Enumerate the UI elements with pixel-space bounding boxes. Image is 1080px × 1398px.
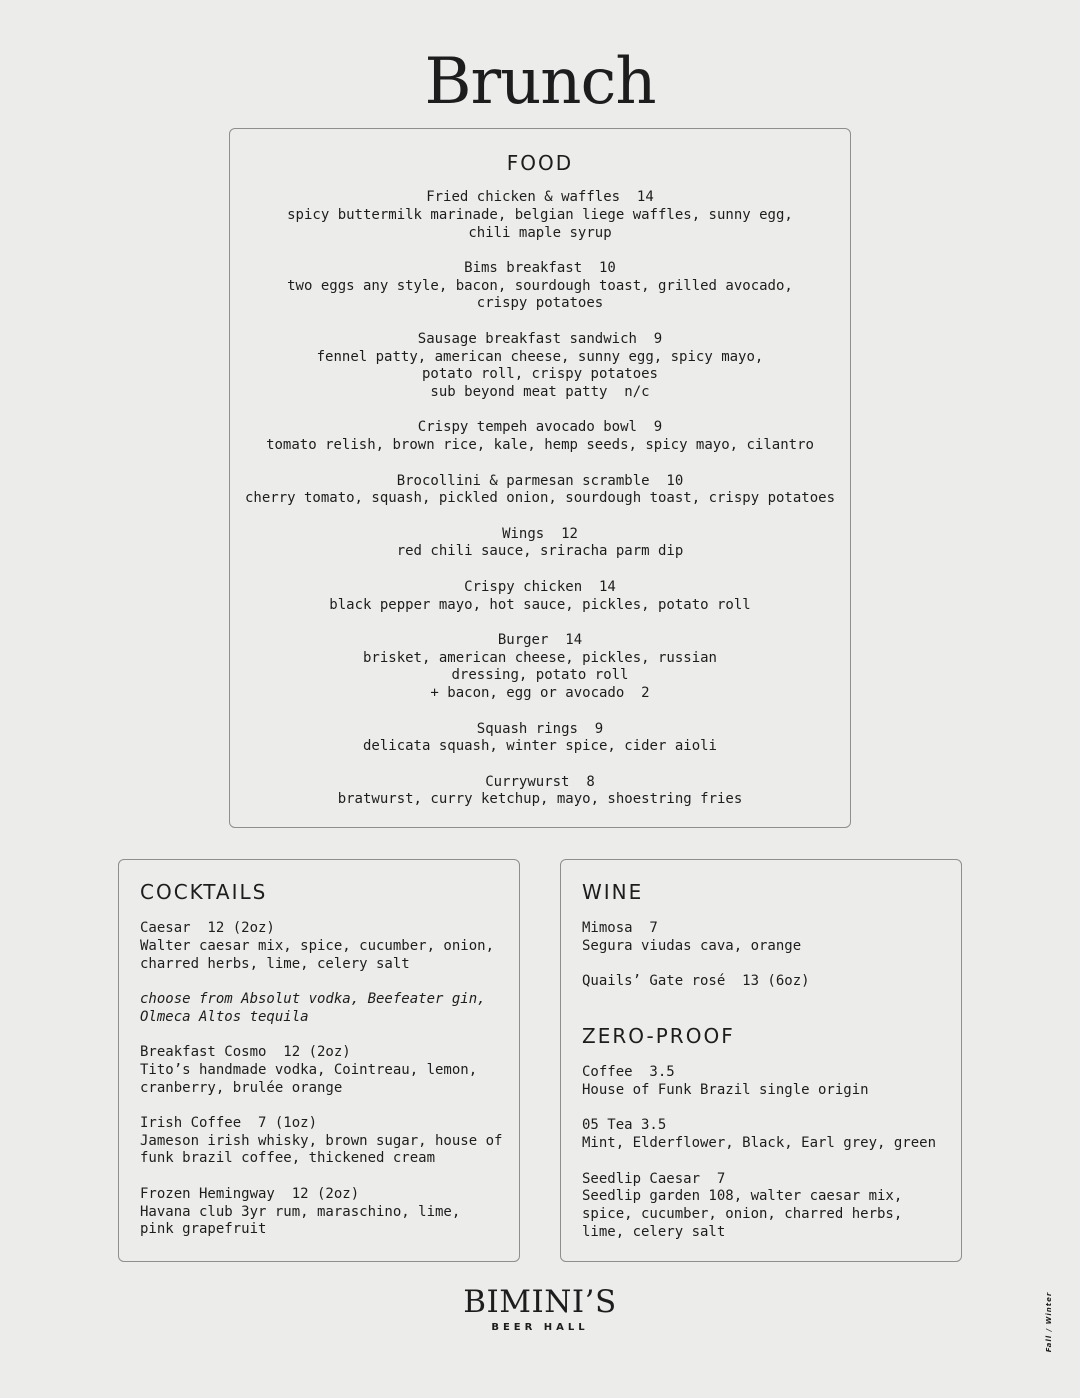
menu-item [230, 721, 850, 757]
menu-item-description: lime, celery salt [582, 1223, 726, 1240]
wine-heading: WINE [582, 880, 644, 904]
menu-item-name: Coffee 3.5 [582, 1064, 675, 1081]
restaurant-logo [0, 1284, 1080, 1336]
food-list [230, 189, 850, 809]
menu-item-description: dressing, potato roll [451, 667, 629, 684]
menu-item-name: Crispy tempeh avocado bowl 9 [417, 419, 663, 436]
menu-item-description: two eggs any style, bacon, sourdough toast, grilled avocado, [287, 277, 793, 294]
wine-section [560, 859, 962, 1262]
menu-item-name: 05 Tea 3.5 [582, 1117, 667, 1134]
menu-item-description: tomato relish, brown rice, kale, hemp seeds, spicy mayo, cilantro [266, 437, 814, 454]
menu-item-name: Fried chicken & waffles 14 [426, 189, 654, 205]
menu-item-description: pink grapefruit [140, 1221, 267, 1238]
menu-item-name: Squash rings 9 [476, 720, 604, 737]
menu-item-name: Frozen Hemingway 12 (2oz) [140, 1185, 360, 1202]
menu-item [140, 920, 519, 973]
cocktails-heading: COCKTAILS [140, 880, 268, 904]
page-title: Brunch [424, 45, 656, 119]
menu-item [230, 473, 850, 509]
menu-item-name: Bims breakfast 10 [464, 259, 616, 276]
menu-item-name: Caesar 12 (2oz) [140, 920, 275, 936]
menu-item-description: House of Funk Brazil single origin [582, 1082, 869, 1099]
menu-item-name: Currywurst 8 [485, 773, 595, 790]
menu-item [230, 579, 850, 615]
menu-note: Olmeca Altos tequila [140, 1008, 309, 1025]
menu-item-name: Breakfast Cosmo 12 (2oz) [140, 1043, 351, 1060]
menu-item-description: Mint, Elderflower, Black, Earl grey, green [582, 1135, 937, 1152]
menu-item-description: delicata squash, winter spice, cider aioli [362, 738, 717, 755]
menu-item [140, 1044, 519, 1097]
menu-item [230, 331, 850, 402]
menu-item-description: fennel patty, american cheese, sunny egg, spicy mayo, [316, 348, 764, 365]
menu-item-description: Seedlip garden 108, walter caesar mix, [582, 1188, 903, 1205]
menu-item-description: sub beyond meat patty n/c [430, 384, 650, 401]
menu-item [230, 526, 850, 562]
logo-name: BIMINI’S [463, 1284, 617, 1320]
menu-item-description: spicy buttermilk marinade, belgian liege waffles, sunny egg, [287, 206, 793, 223]
zero-proof-heading: ZERO-PROOF [582, 1024, 735, 1049]
menu-item-description: + bacon, egg or avocado 2 [430, 685, 650, 702]
menu-item [230, 260, 850, 313]
menu-item-description: Jameson irish whisky, brown sugar, house of [140, 1132, 503, 1149]
menu-item-description: Walter caesar mix, spice, cucumber, onion, [140, 937, 495, 954]
menu-item-description: Havana club 3yr rum, maraschino, lime, [140, 1203, 461, 1220]
menu-item-name: Quails’ Gate rosé 13 (6oz) [582, 973, 810, 990]
menu-item-description: crispy potatoes [476, 295, 604, 312]
food-heading: FOOD [506, 151, 574, 175]
menu-item [140, 991, 519, 1027]
menu-item-name: Sausage breakfast sandwich 9 [417, 330, 663, 347]
menu-item [230, 632, 850, 703]
menu-note: choose from Absolut vodka, Beefeater gin, [140, 990, 486, 1007]
menu-item-name: Mimosa 7 [582, 920, 658, 936]
menu-item-name: Burger 14 [497, 631, 583, 648]
logo-subtitle: BEER HALL [491, 1322, 589, 1333]
menu-item-description: charred herbs, lime, celery salt [140, 955, 410, 972]
menu-item-description: bratwurst, curry ketchup, mayo, shoestring fries [337, 791, 743, 808]
menu-item-description: funk brazil coffee, thickened cream [140, 1150, 436, 1167]
season-label: Fall / Winter [1045, 1291, 1053, 1353]
menu-item-description: chili maple syrup [468, 224, 612, 241]
menu-item [140, 1115, 519, 1168]
menu-item [582, 1117, 961, 1153]
menu-item-description: cranberry, brulée orange [140, 1079, 343, 1096]
menu-item-name: Irish Coffee 7 (1oz) [140, 1114, 318, 1131]
menu-item-description: black pepper mayo, hot sauce, pickles, potato roll [329, 596, 751, 613]
menu-item-description: Segura viudas cava, orange [582, 937, 802, 954]
cocktails-section [118, 859, 520, 1262]
wine-list [582, 920, 961, 991]
menu-item [230, 189, 850, 242]
menu-item [582, 1171, 961, 1242]
menu-item [230, 419, 850, 455]
menu-item-description: Tito’s handmade vodka, Cointreau, lemon, [140, 1061, 478, 1078]
menu-item-name: Crispy chicken 14 [464, 578, 616, 595]
menu-item [582, 920, 961, 956]
zero-proof-list [582, 1064, 961, 1241]
menu-item-description: spice, cucumber, onion, charred herbs, [582, 1206, 903, 1223]
menu-item-name: Wings 12 [502, 525, 578, 542]
menu-item [230, 774, 850, 810]
menu-item-description: potato roll, crispy potatoes [421, 366, 658, 383]
food-section [229, 128, 851, 828]
menu-item-name: Seedlip Caesar 7 [582, 1170, 726, 1187]
menu-item-name: Brocollini & parmesan scramble 10 [396, 472, 684, 489]
menu-item [140, 1186, 519, 1239]
menu-item-description: cherry tomato, squash, pickled onion, sourdough toast, crispy potatoes [244, 490, 835, 507]
menu-item-description: brisket, american cheese, pickles, russian [362, 649, 717, 666]
menu-item [582, 973, 961, 991]
menu-item [582, 1064, 961, 1100]
cocktails-list [140, 920, 519, 1239]
menu-item-description: red chili sauce, sriracha parm dip [396, 543, 684, 560]
